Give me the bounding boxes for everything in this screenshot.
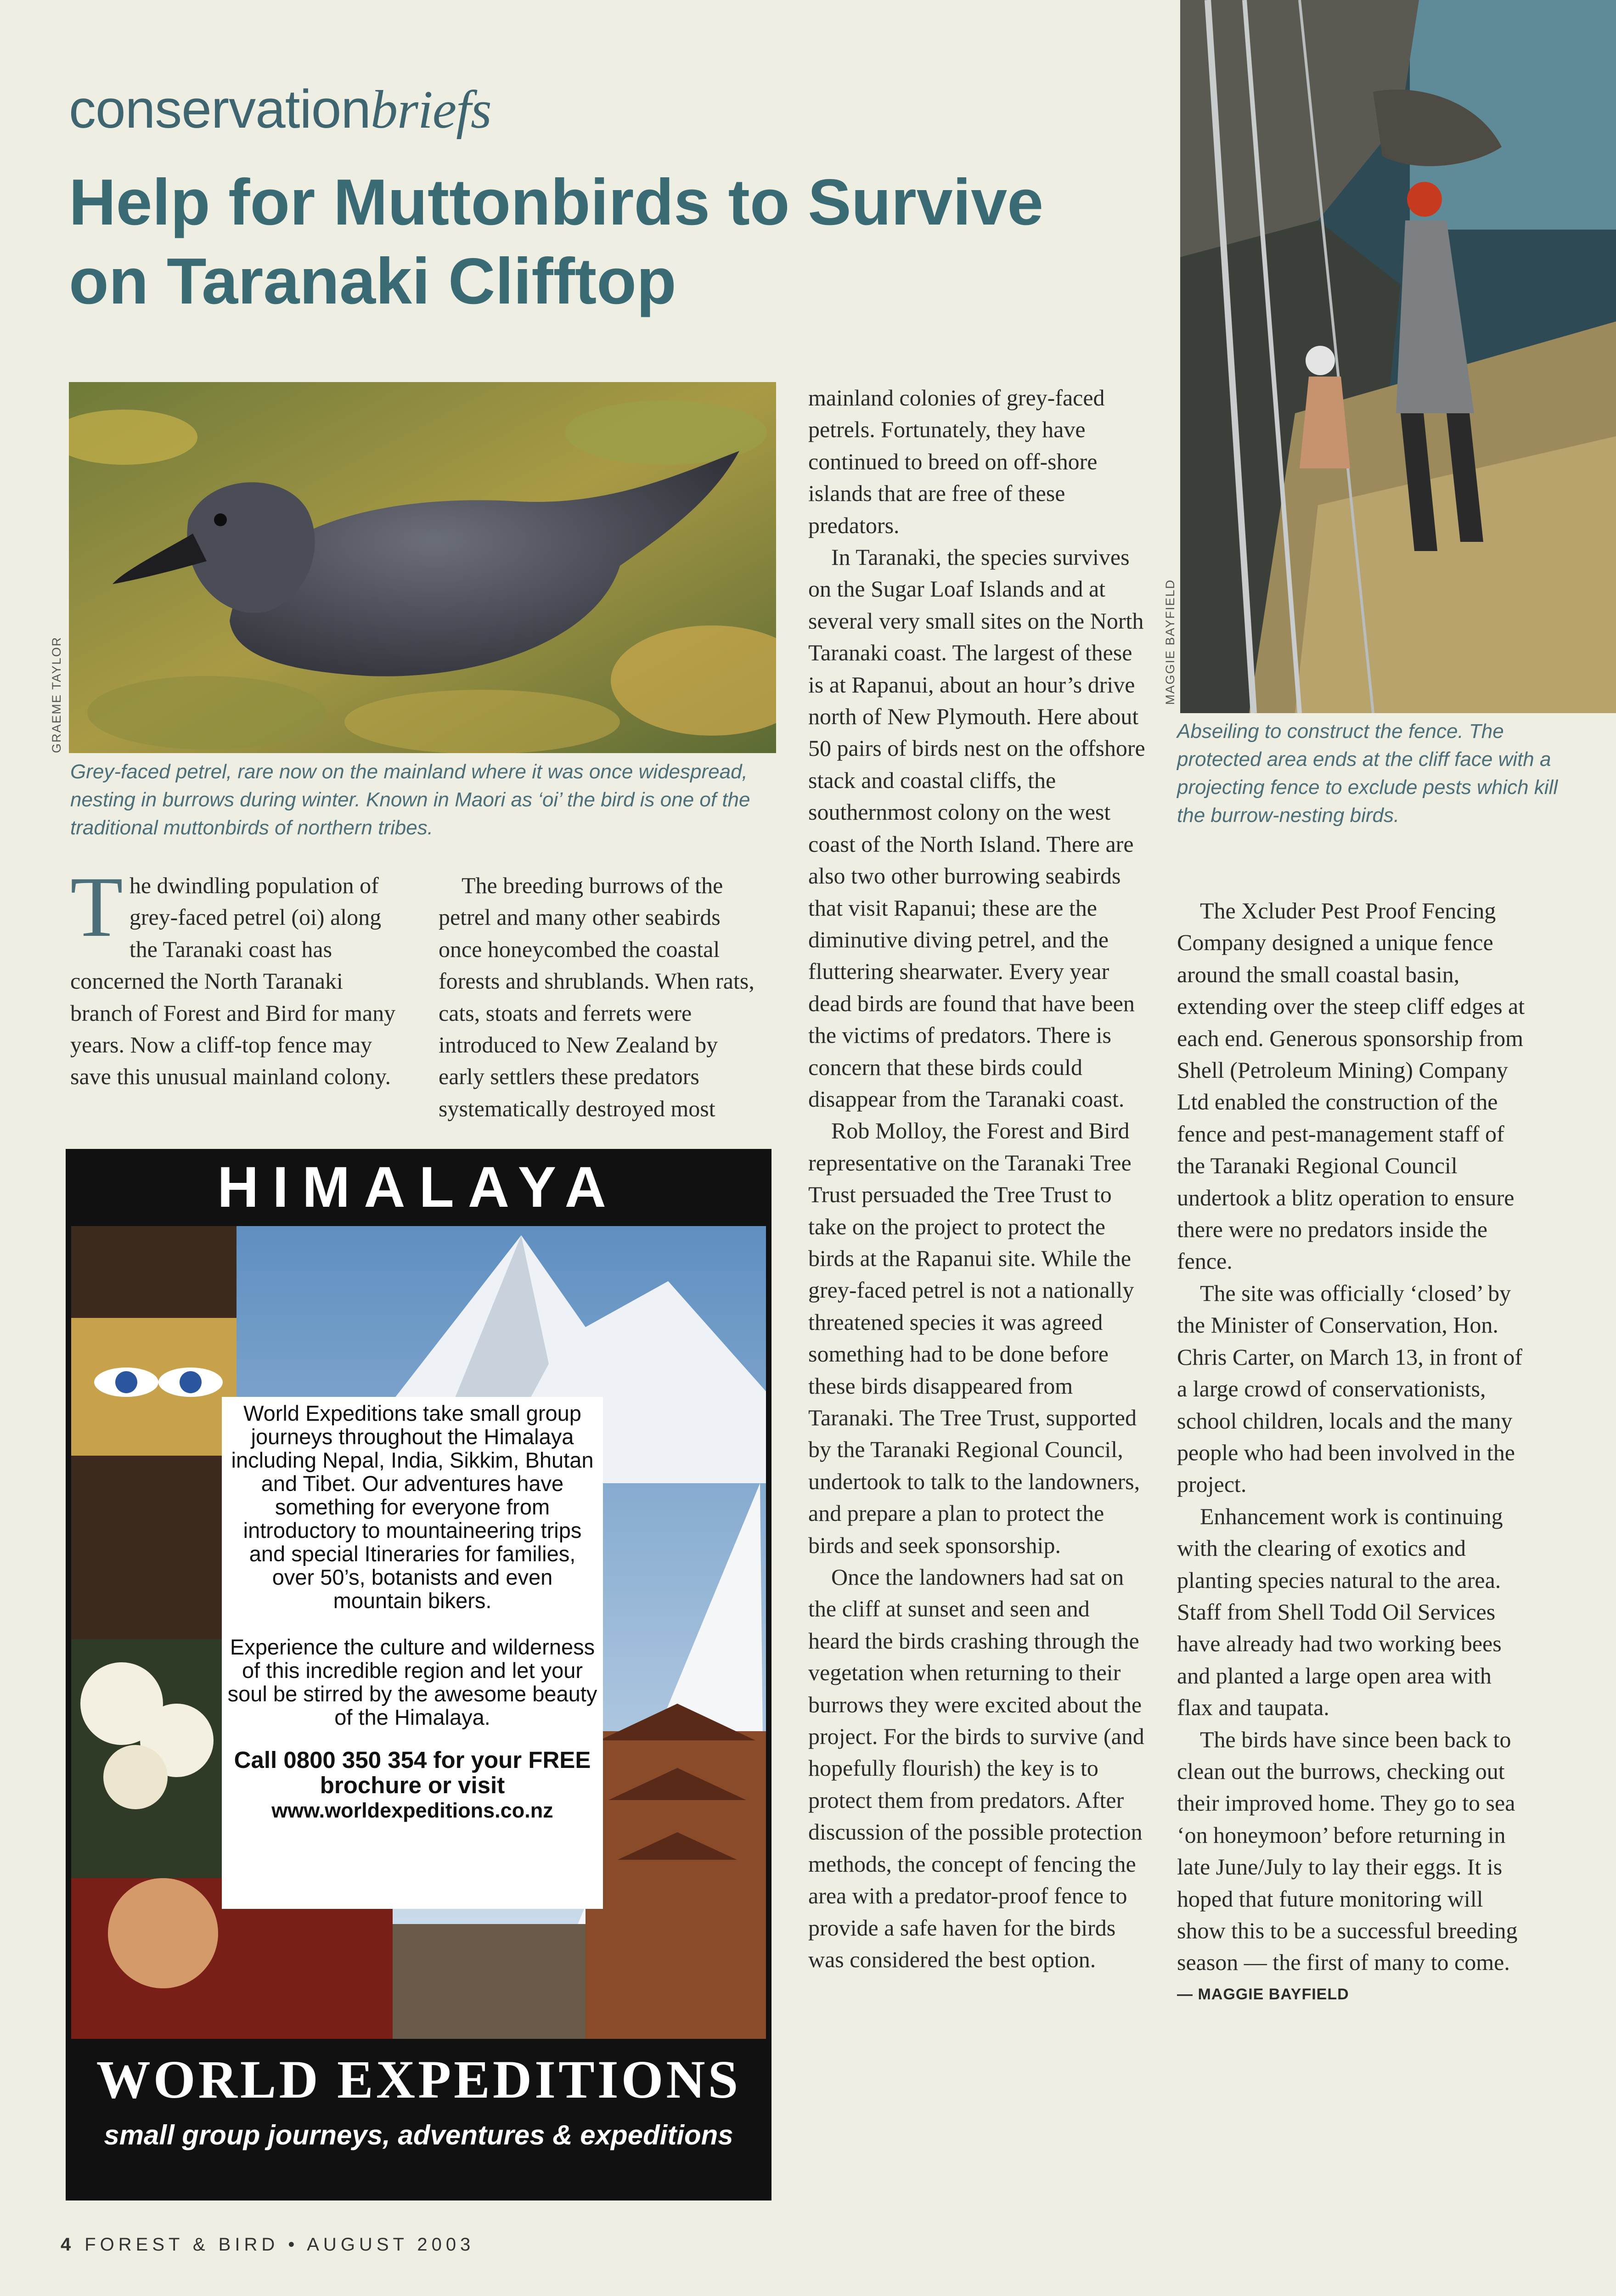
kicker-briefs: briefs — [371, 79, 491, 140]
article-paragraph: Enhancement work is continuing with the clearing of exotics and planting species natural to the area. Staff from Shell Todd Oil Services have already had two working bees and planted a large open area with flax and taupata. — [1177, 1503, 1503, 1721]
page-number: 4 — [61, 2234, 71, 2255]
article-paragraph: The birds have since been back to clean out the burrows, checking out their improved home. They go to sea ‘on honeymoon’ before returning in late June/July to lay their eggs. It is hoped that future monitoring will show this to be a successful breeding season — the first of many to come. — [1177, 1726, 1518, 1975]
article-paragraph: The Xcluder Pest Proof Fencing Company designed a unique fence around the small coastal basin, extending over the steep cliff edges at each end. Generous sponsorship from Shell (Petroleum Mining) Company Ltd enabled the construction of the fence and pest-management staff of the Taranaki Regional Council undertook a blitz operation to ensure there were no predators inside the fence. — [1177, 898, 1525, 1274]
article-paragraph: Rob Molloy, the Forest and Bird representative on the Taranaki Tree Trust persuaded the Tree Trust to take on the project to protect the birds at the Rapanui site. While the grey-faced petrel is not a nationally threatened species it was agreed something had to be done before these birds disappeared from Taranaki. The Tree Trust, supported by the Taranaki Regional Council, undertook to talk to the landowners, and prepare a plan to protect the birds and seek sponsorship. — [808, 1118, 1140, 1558]
cliff-photo — [1180, 0, 1616, 713]
ad-call-to-action: Call 0800 350 354 for your FREE brochure or visit — [234, 1747, 591, 1798]
article-paragraph: The breeding burrows of the petrel and many other seabirds once honeycombed the coastal forests and shrublands. When rats, cats, stoats and ferrets were introduced to New Zealand by early settlers these predators systematically destroyed most — [439, 872, 755, 1121]
cliff-photo-credit: MAGGIE BAYFIELD — [1163, 579, 1177, 705]
ad-tagline: small group journeys, adventures & expeditions — [104, 2120, 733, 2150]
abseiling-illustration — [1180, 0, 1616, 713]
article-column-3 — [808, 382, 1146, 1975]
article-title: Help for Muttonbirds to Survive on Taranaki Clifftop — [69, 166, 1044, 318]
article-paragraph: Once the landowners had sat on the cliff at sunset and seen and heard the birds crashing through the vegetation when returning to their burrows they were excited about the project. For the birds to survive (and hopefully flourish) the key is to protect them from predators. After discussion of the possible protection methods, the concept of fencing the area with a predator-proof fence to provide a safe haven for the birds was considered the best option. — [808, 1564, 1144, 1972]
publication-info: FOREST & BIRD • AUGUST 2003 — [84, 2234, 475, 2255]
ad-title: HIMALAYA — [217, 1155, 620, 1219]
section-kicker — [69, 78, 491, 141]
petrel-photo-credit: GRAEME TAYLOR — [50, 636, 63, 753]
article-intro: he dwindling population of grey-faced petrel (oi) along the Taranaki coast has concerned the North Taranaki branch of Forest and Bird for many years. Now a cliff-top fence may save this unusual mainland colony. — [70, 872, 396, 1090]
ad-body-text: Experience the culture and wilderness of this incredible region and let your soul be stirred by the awesome beauty of the Himalaya. — [227, 1635, 597, 1729]
himalaya-advertisement — [66, 1149, 771, 2200]
article-paragraph: mainland colonies of grey-faced petrels. Fortunately, they have continued to breed on off-shore islands that are free of these predators. — [808, 385, 1105, 538]
article-byline: — MAGGIE BAYFIELD — [1177, 1985, 1349, 2003]
petrel-photo-caption: Grey-faced petrel, rare now on the mainland where it was once widespread, nesting in burrows during winter. Known in Maori as ‘oi’ the bird is one of the traditional muttonbirds of northern tribes. — [70, 760, 750, 839]
petrel-illustration — [69, 382, 776, 753]
ad-text-panel — [222, 1397, 603, 1909]
article-paragraph: The site was officially ‘closed’ by the Minister of Conservation, Hon. Chris Carter, on March 13, in front of a large crowd of conservationists, school children, locals and the many people who had been involved in the project. — [1177, 1280, 1523, 1497]
page-footer — [61, 2234, 474, 2255]
ad-website-link[interactable]: www.worldexpeditions.co.nz — [271, 1799, 553, 1822]
drop-cap: T — [70, 859, 123, 955]
petrel-photo — [69, 382, 776, 753]
kicker-conservation: conservation — [69, 79, 371, 140]
article-column-4 — [1177, 895, 1526, 2010]
ad-brand-name: WORLD EXPEDITIONS — [96, 2049, 741, 2110]
cliff-photo-caption: Abseiling to construct the fence. The protected area ends at the cliff face with a projecting fence to exclude pests which kill the burrow-nesting birds. — [1177, 720, 1558, 827]
article-column-1 — [70, 859, 408, 1093]
ad-body-text: World Expeditions take small group journeys throughout the Himalaya including Nepal, India, Sikkim, Bhutan and Tibet. Our adventures have something for everyone from introductory to mountaineering trips and special Itineraries for families, over 50’s, botanists and even mountain bikers. — [231, 1401, 594, 1613]
article-column-2 — [439, 870, 760, 1125]
article-paragraph: In Taranaki, the species survives on the Sugar Loaf Islands and at several very small sites on the North Taranaki coast. The largest of these is at Rapanui, about an hour’s drive north of New Plymouth. Here about 50 pairs of birds nest on the offshore stack and coastal cliffs, the southernmost colony on the west coast of the North Island. There are also two other burrowing seabirds that visit Rapanui; these are the diminutive diving petrel, and the fluttering shearwater. Every year dead birds are found that have been the victims of predators. There is concern that these birds could disappear from the Taranaki coast. — [808, 544, 1145, 1112]
